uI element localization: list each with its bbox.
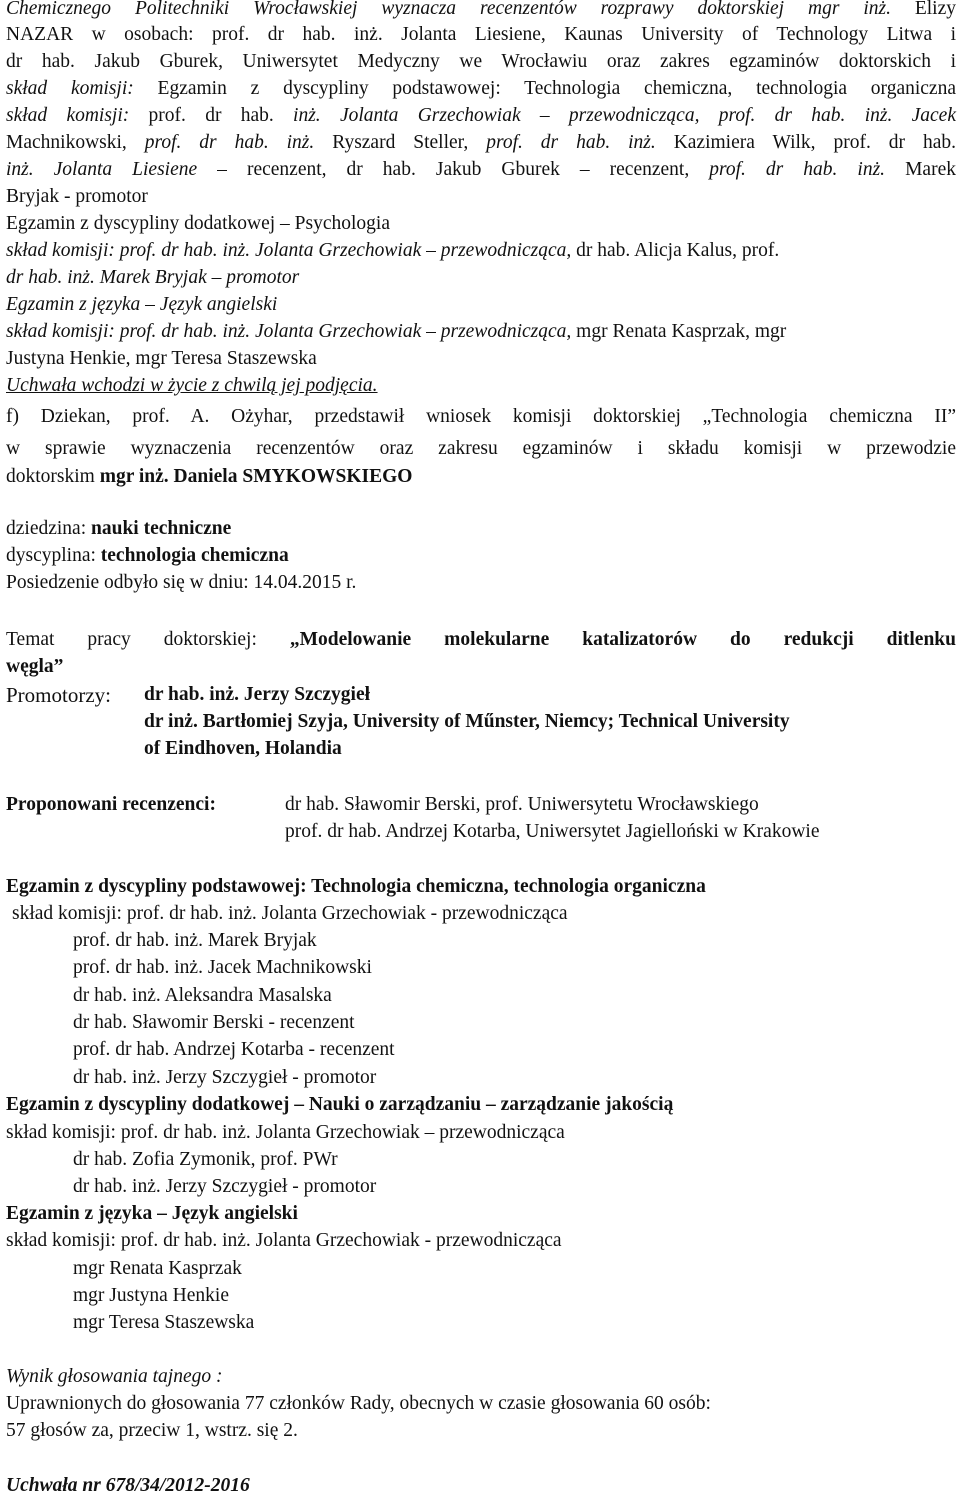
text-line bbox=[6, 104, 956, 128]
committee-member: dr hab. inż. Jerzy Szczygieł - promotor bbox=[73, 1067, 377, 1088]
text-span: Marek Bryjak – promotor bbox=[94, 267, 300, 288]
text-line bbox=[6, 77, 956, 101]
reviewer-1: dr hab. Sławomir Berski, prof. Uniwersytetu Wrocławskiego bbox=[285, 794, 759, 815]
text-line bbox=[6, 131, 956, 155]
text-line bbox=[6, 0, 956, 21]
committee-member: mgr Teresa Staszewska bbox=[73, 1312, 255, 1333]
committee-member: prof. dr hab. Andrzej Kotarba - recenzent bbox=[73, 1039, 395, 1060]
text-span: Machnikowski, bbox=[6, 132, 145, 153]
exam-main-heading: Egzamin z dyscypliny podstawowej: Technologia chemiczna, technologia organiczna bbox=[6, 876, 706, 897]
discipline-label: dyscyplina: bbox=[6, 545, 101, 566]
text-line bbox=[6, 158, 956, 182]
text-span: Marek bbox=[885, 159, 956, 180]
text-span: prof. dr hab. inż. bbox=[144, 132, 315, 153]
text-span: skład komisji: bbox=[6, 105, 130, 126]
text-span: doktorskim bbox=[6, 466, 100, 487]
thesis-title-line bbox=[6, 628, 956, 652]
text-span: Ryszard Steller, bbox=[314, 132, 487, 153]
text-span: Elizy bbox=[890, 0, 957, 19]
committee-member: dr hab. inż. Aleksandra Masalska bbox=[73, 985, 332, 1006]
text-line bbox=[6, 465, 956, 489]
field-label: dziedzina: bbox=[6, 518, 91, 539]
committee-member: dr hab. Zofia Zymonik, prof. PWr bbox=[73, 1149, 338, 1170]
candidate-name: mgr inż. Daniela SMYKOWSKIEGO bbox=[99, 466, 413, 487]
resolution-label: Uchwała bbox=[6, 1475, 78, 1496]
text-span: Kazimiera Wilk, prof. dr hab. bbox=[655, 132, 956, 153]
committee-member: prof. dr hab. inż. Jacek Machnikowski bbox=[73, 957, 372, 978]
resolution-number-value: nr 678/34/2012-2016 bbox=[77, 1475, 250, 1496]
vote-heading: Wynik głosowania tajnego : bbox=[6, 1366, 223, 1387]
text-span: prof. dr hab. bbox=[129, 105, 294, 126]
text-line: dr hab. Jakub Gburek, Uniwersytet Medyczny we Wrocławiu oraz zakres egzaminów doktorskich i bbox=[6, 51, 956, 72]
text-line: w sprawie wyznaczenia recenzentów oraz zakresu egzaminów i składu komisji w przewodzie bbox=[6, 438, 956, 459]
meeting-date: Posiedzenie odbyło się w dniu: 14.04.2015 r. bbox=[6, 572, 357, 593]
exam-main-chair: skład komisji: prof. dr hab. inż. Jolanta Grzechowiak - przewodnicząca bbox=[12, 903, 568, 924]
text-line bbox=[6, 266, 956, 290]
text-span: Chemicznego Politechniki Wrocławskiej wyznacza recenzentów rozprawy doktorskiej mgr inż. bbox=[6, 0, 891, 19]
reviewers-label: Proponowani recenzenci: bbox=[6, 794, 216, 815]
vote-line: Uprawnionych do głosowania 77 członków Rady, obecnych w czasie głosowania 60 osób: bbox=[6, 1393, 711, 1414]
text-line: Justyna Henkie, mgr Teresa Staszewska bbox=[6, 348, 317, 369]
text-line bbox=[6, 320, 956, 344]
thesis-label: Temat pracy doktorskiej: bbox=[6, 629, 290, 650]
promoter-1: dr hab. inż. Jerzy Szczygieł bbox=[144, 684, 371, 705]
field-value: nauki techniczne bbox=[91, 518, 232, 539]
text-line: NAZAR w osobach: prof. dr hab. inż. Jolanta Liesiene, Kaunas University of Technology Litwa i bbox=[6, 24, 956, 45]
text-line bbox=[6, 239, 956, 263]
promoter-2: dr inż. Bartłomiej Szyja, University of Műnster, Niemcy; Technical University bbox=[144, 711, 790, 732]
exam-additional-chair: skład komisji: prof. dr hab. inż. Jolanta Grzechowiak – przewodnicząca bbox=[6, 1122, 565, 1143]
text-span: – recenzent, dr hab. Jakub Gburek – recenzent, bbox=[197, 159, 710, 180]
field-line bbox=[6, 517, 956, 541]
text-span: inż. Jolanta Grzechowiak – przewodnicząca, prof. dr hab. inż. Jacek bbox=[293, 105, 956, 126]
text-span: inż. Jolanta Liesiene bbox=[6, 159, 198, 180]
committee-member: mgr Renata Kasprzak bbox=[73, 1258, 242, 1279]
text-span: skład komisji: bbox=[6, 78, 134, 99]
text-line: Egzamin z dyscypliny dodatkowej – Psychologia bbox=[6, 213, 390, 234]
text-span: skład komisji: prof. dr hab. inż. Jolanta Grzechowiak – przewodnicząca, bbox=[6, 240, 572, 261]
text-line: Egzamin z języka – Język angielski bbox=[6, 294, 278, 315]
committee-member: dr hab. inż. Jerzy Szczygieł - promotor bbox=[73, 1176, 377, 1197]
exam-additional-heading: Egzamin z dyscypliny dodatkowej – Nauki o zarządzaniu – zarządzanie jakością bbox=[6, 1094, 674, 1115]
reviewer-2: prof. dr hab. Andrzej Kotarba, Uniwersytet Jagielloński w Krakowie bbox=[285, 821, 820, 842]
text-span: prof. dr hab. inż. bbox=[486, 132, 656, 153]
text-span: Egzamin z dyscypliny podstawowej: Technologia chemiczna, technologia organiczna bbox=[133, 78, 956, 99]
text-line: Bryjak - promotor bbox=[6, 186, 148, 207]
committee-member: prof. dr hab. inż. Marek Bryjak bbox=[73, 930, 317, 951]
committee-member: dr hab. Sławomir Berski - recenzent bbox=[73, 1012, 355, 1033]
text-span: skład komisji: prof. dr hab. inż. Jolanta Grzechowiak – przewodnicząca, bbox=[6, 321, 572, 342]
exam-language-chair: skład komisji: prof. dr hab. inż. Jolanta Grzechowiak - przewodnicząca bbox=[6, 1230, 562, 1251]
promoters-label: Promotorzy: bbox=[6, 683, 111, 707]
thesis-title: „Modelowanie molekularne katalizatorów do redukcji ditlenku bbox=[289, 629, 956, 650]
committee-member: mgr Justyna Henkie bbox=[73, 1285, 229, 1306]
resolution-number bbox=[6, 1474, 956, 1498]
promoter-2-cont: of Eindhoven, Holandia bbox=[144, 738, 342, 759]
thesis-title-line: węgla” bbox=[6, 656, 64, 677]
resolution-effective-note: Uchwała wchodzi w życie z chwilą jej podjęcia. bbox=[6, 375, 378, 396]
text-span: dr hab. Alicja Kalus, prof. bbox=[571, 240, 780, 261]
text-span: mgr Renata Kasprzak, mgr bbox=[571, 321, 787, 342]
discipline-value: technologia chemiczna bbox=[100, 545, 289, 566]
text-span: prof. dr hab. inż. bbox=[709, 159, 886, 180]
text-span: dr hab. inż. bbox=[6, 267, 95, 288]
text-line: f) Dziekan, prof. A. Ożyhar, przedstawił wniosek komisji doktorskiej „Technologia chemiczna II” bbox=[6, 406, 956, 427]
discipline-line bbox=[6, 544, 956, 568]
exam-language-heading: Egzamin z języka – Język angielski bbox=[6, 1203, 298, 1224]
vote-line: 57 głosów za, przeciw 1, wstrz. się 2. bbox=[6, 1420, 298, 1441]
